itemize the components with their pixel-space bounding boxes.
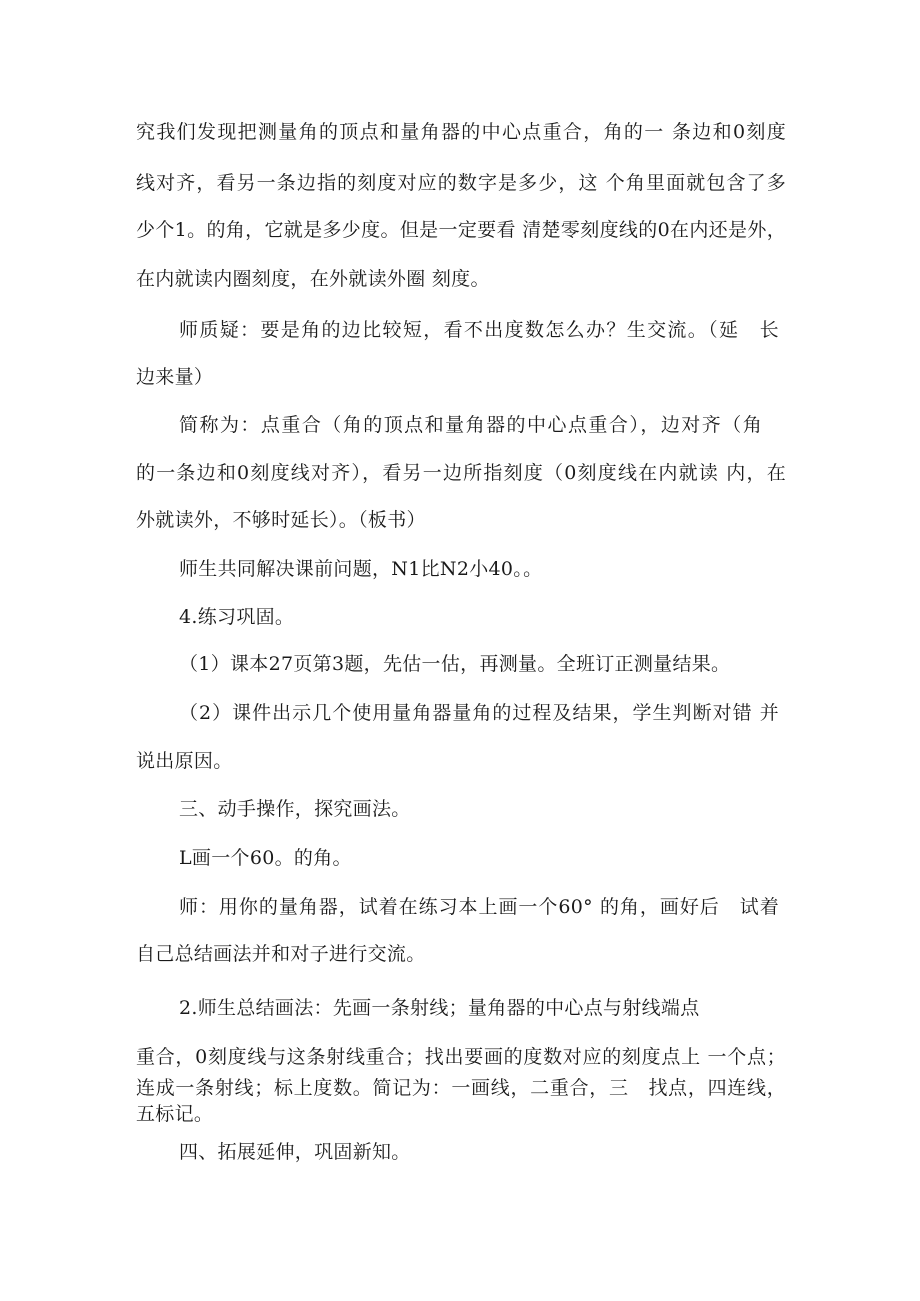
text-line: 的一条边和0刻度线对齐），看另一边所指刻度（0刻度线在内就读 内，在	[136, 462, 786, 484]
text-line: 在内就读内圈刻度，在外就读外圈 刻度。	[136, 268, 490, 290]
text-line: 少个1。的角，它就是多少度。但是一定要看 清楚零刻度线的0在内还是外，	[136, 219, 786, 241]
text-line: 说出原因。	[136, 750, 233, 772]
text-line: 师质疑：要是角的边比较短，看不出度数怎么办？生交流。（延 长	[179, 319, 779, 341]
text-line: 简称为：点重合（角的顶点和量角器的中心点重合），边对齐（角	[179, 414, 762, 436]
text-line: 边来量）	[136, 366, 214, 388]
paragraph-exercise-1: （1）课本27页第3题，先估一估，再测量。全班订正测量结果。	[179, 653, 731, 675]
text-line: 五标记。	[136, 1103, 214, 1125]
text-line: 重合，0刻度线与这条射线重合；找出要画的度数对应的刻度点上 一个点；	[136, 1046, 786, 1068]
text-line: 自己总结画法并和对子进行交流。	[136, 943, 426, 965]
text-line: 究我们发现把测量角的顶点和量角器的中心点重合，角的一 条边和0刻度	[136, 121, 786, 143]
paragraph-draw-60-angle: L画一个60。的角。	[179, 847, 352, 869]
text-line: 连成一条射线；标上度数。简记为：一画线，二重合，三 找点，四连线，	[136, 1077, 786, 1099]
text-line: 师：用你的量角器，试着在练习本上画一个60° 的角，画好后 试着	[179, 896, 779, 918]
paragraph-solve-problem: 师生共同解决课前问题，N1比N2小40。。	[179, 558, 543, 580]
section-heading-extension: 四、拓展延伸，巩固新知。	[179, 1141, 411, 1163]
text-line: （2）课件出示几个使用量角器量角的过程及结果，学生判断对错 并	[179, 702, 779, 724]
section-heading-drawing: 三、动手操作，探究画法。	[179, 798, 411, 820]
paragraph-drawing-steps: 2.师生总结画法：先画一条射线；量角器的中心点与射线端点	[179, 997, 700, 1019]
section-heading-practice: 4.练习巩固。	[179, 606, 295, 628]
text-line: 外就读外，不够时延长）。（板书）	[136, 509, 426, 531]
text-line: 线对齐，看另一条边指的刻度对应的数字是多少，这 个角里面就包含了多	[136, 172, 786, 194]
